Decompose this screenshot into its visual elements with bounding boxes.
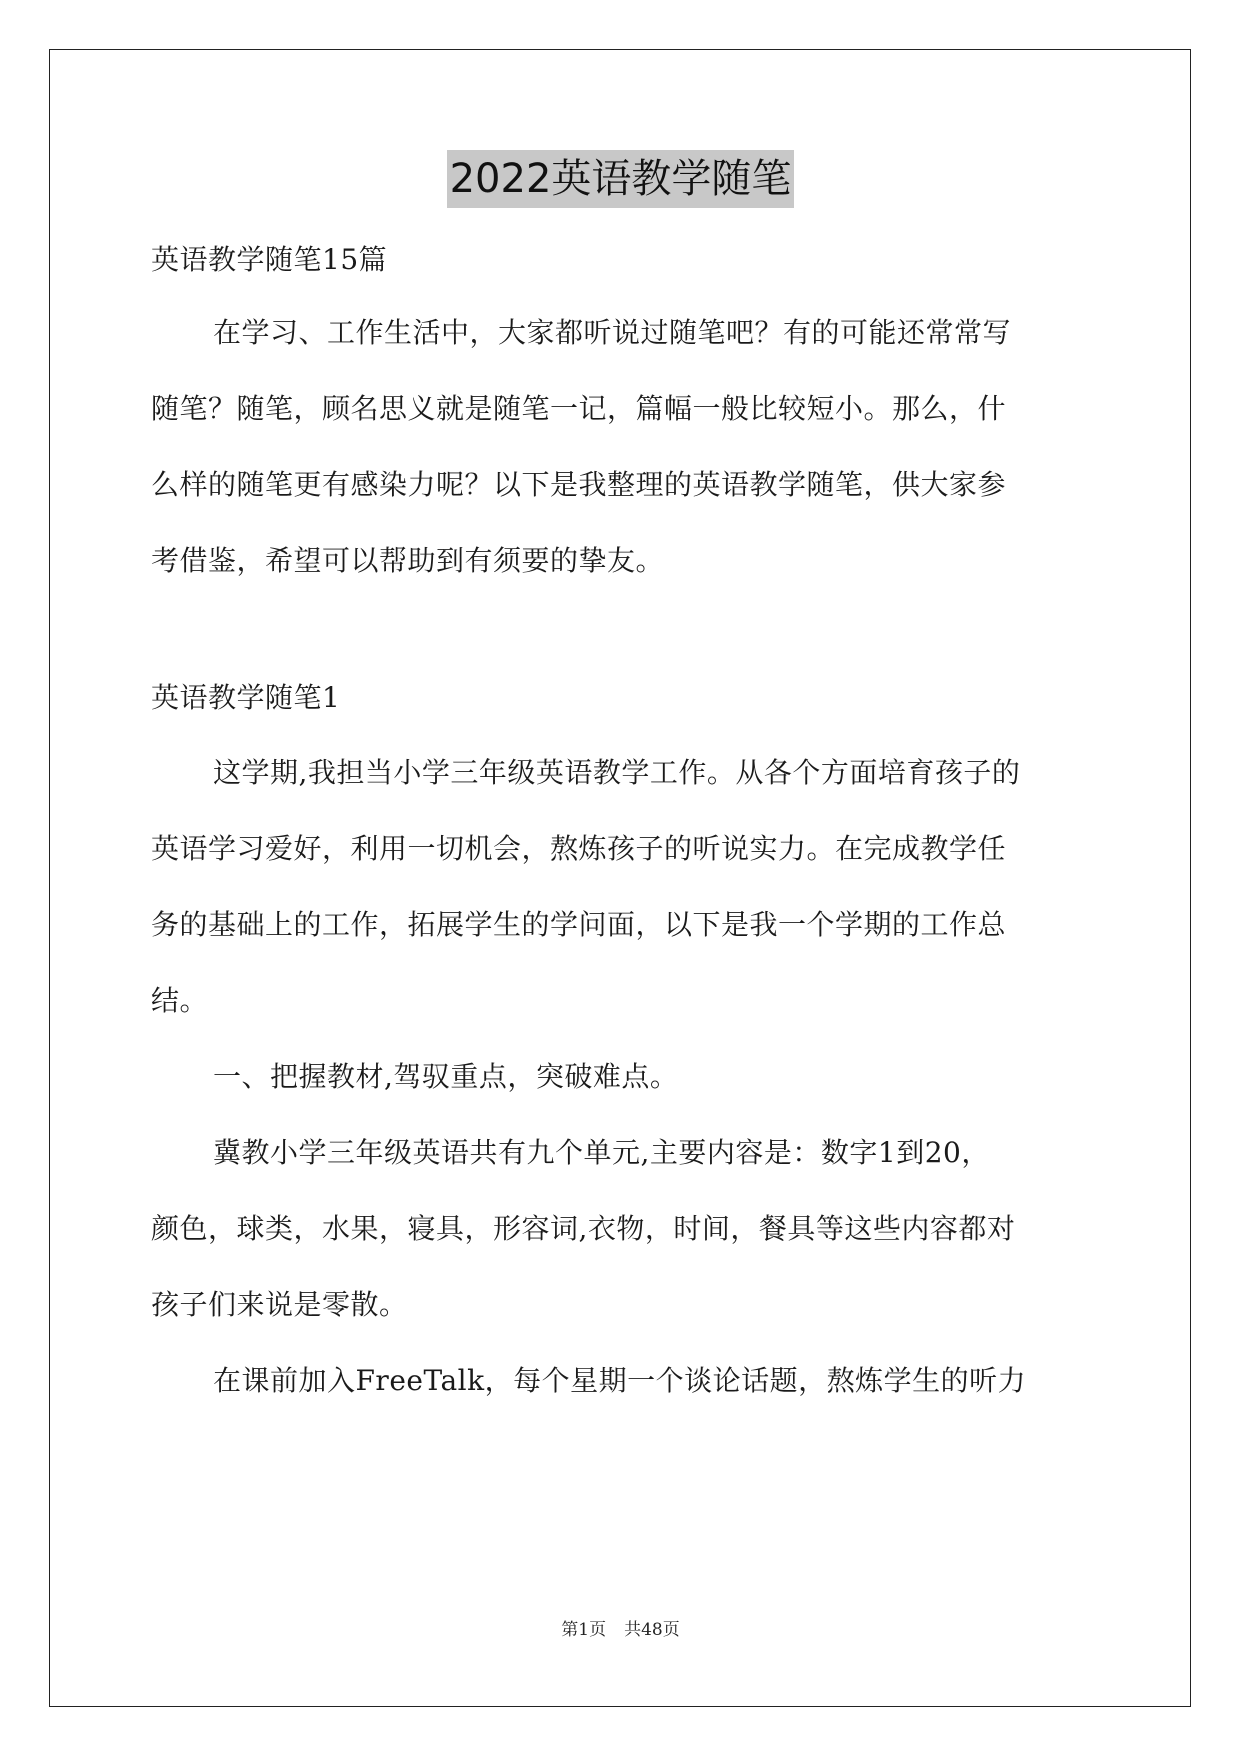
para3-line-1: 在课前加入FreeTalk，每个星期一个谈论话题，熬炼学生的听力 [213,1364,1027,1397]
para1-line-1: 这学期,我担当小学三年级英语教学工作。从各个方面培育孩子的 [213,756,1021,789]
para1-line-2: 英语学习爱好，利用一切机会，熬炼孩子的听说实力。在完成教学任 [151,832,1007,865]
intro-line-2: 随笔？随笔，顾名思义就是随笔一记，篇幅一般比较短小。那么，什 [151,392,1007,425]
page-border [49,49,1191,1707]
para2-line-2: 颜色，球类，水果，寝具，形容词,衣物，时间，餐具等这些内容都对 [151,1212,1016,1245]
para2-line-3: 孩子们来说是零散。 [151,1288,408,1321]
page-total: 共48页 [624,1620,680,1640]
para2-line-1: 冀教小学三年级英语共有九个单元,主要内容是：数字1到20， [213,1136,990,1169]
section-heading: 英语教学随笔1 [151,681,341,714]
para1-line-3: 务的基础上的工作，拓展学生的学问面，以下是我一个学期的工作总 [151,908,1007,941]
para1-line-4: 结。 [151,984,209,1017]
point-heading: 一、把握教材,驾驭重点，突破难点。 [213,1060,679,1093]
page-footer [0,1618,1241,1642]
intro-line-3: 么样的随笔更有感染力呢？以下是我整理的英语教学随笔，供大家参 [151,468,1007,501]
document-title: 2022英语教学随笔 [447,150,795,208]
page-number: 第1页 [561,1620,607,1640]
intro-line-1: 在学习、工作生活中，大家都听说过随笔吧？有的可能还常常写 [213,316,1012,349]
title-wrap [0,150,1241,208]
subtitle: 英语教学随笔15篇 [151,243,388,276]
intro-line-4: 考借鉴，希望可以帮助到有须要的挚友。 [151,544,665,577]
